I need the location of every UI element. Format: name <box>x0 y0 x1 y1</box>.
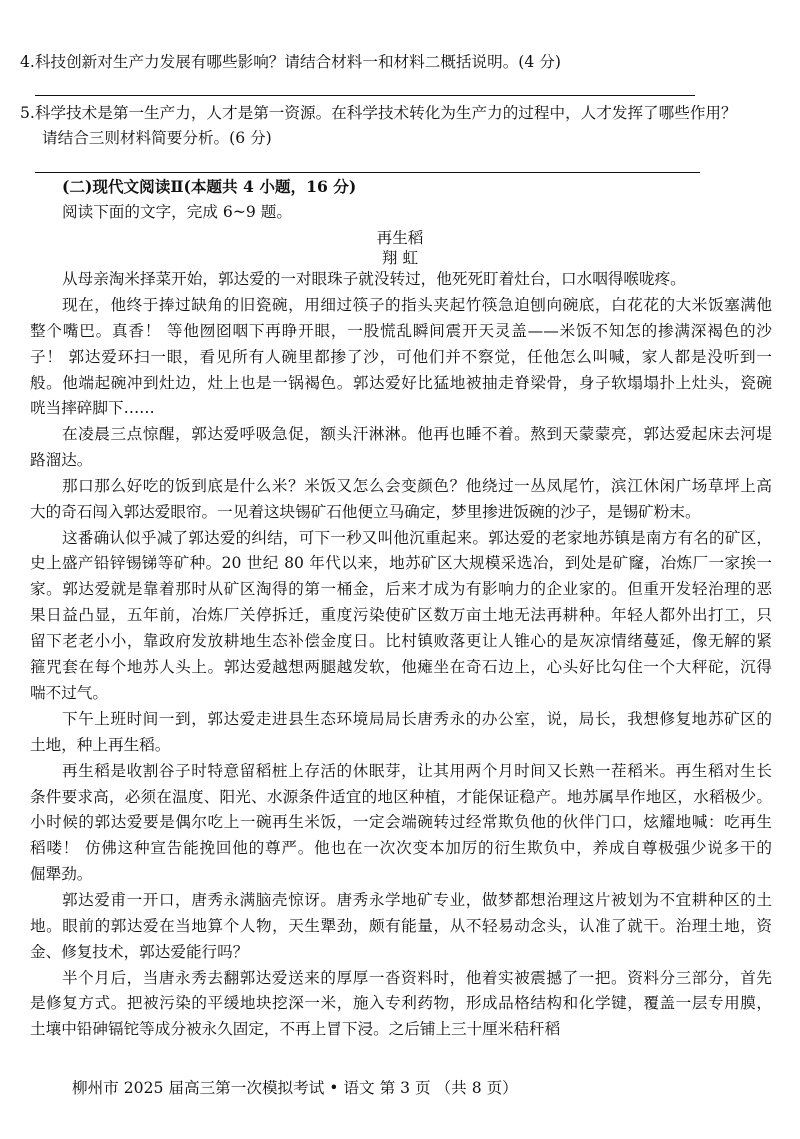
passage-line: 史上盛产铅锌锡锑等矿种。20 世纪 80 年代以来，地苏矿区大规模采选冶，到处是矿窿，冶炼厂一家挨一 <box>30 554 772 572</box>
passage-line: 这番确认似乎减了郭达爱的纠结，可下一秒又叫他沉重起来。郭达爱的老家地苏镇是南方有名的矿区， <box>62 529 772 547</box>
passage-line: 留下老老小小，靠政府发放耕地生态补偿金度日。比村镇败落更让人锥心的是灰凉情绪蔓延，像无解的紧 <box>30 632 772 650</box>
passage-line: 箍咒套在每个地苏人头上。郭达爱越想两腿越发软，他瘫坐在奇石边上，心头好比勾住一个大秤砣，沉得 <box>30 658 772 676</box>
passage-line: 子！ 郭达爱环扫一眼，看见所有人碗里都掺了沙，可他们并不察觉，任他怎么叫喊，家人都是没听到一 <box>30 348 772 366</box>
passage-line: 土壤中铅砷镉铊等成分被永久固定，不再上冒下浸。之后铺上三十厘米秸秆稻 <box>30 1020 561 1038</box>
passage-line: 条件要求高，必须在温度、阳光、水源条件适宜的地区种植，才能保证稳产。地苏属旱作地区，水稻极少。 <box>30 788 772 806</box>
passage-line: 喘不过气。 <box>30 684 108 702</box>
passage-line: 那口那么好吃的饭到底是什么米？米饭又怎么会变颜色？他绕过一丛凤尾竹，滨江休闲广场草坪上高 <box>62 477 772 495</box>
answer-line-4 <box>35 95 695 96</box>
passage-line: 从母亲淘米择菜开始，郭达爱的一对眼珠子就没转过，他死死盯着灶台，口水咽得喉咙疼。 <box>62 270 686 288</box>
passage-line: 地。眼前的郭达爱在当地算个人物，天生犟劲，颇有能量，从不轻易动念头，认准了就干。治理土地，资 <box>30 917 772 935</box>
passage-line: 整个嘴巴。真香！ 等他囫囵咽下再睁开眼，一股慌乱瞬间震开天灵盖——米饭不知怎的掺满深褐色的沙 <box>30 322 772 340</box>
passage-line: 般。他端起碗冲到灶边，灶上也是一锅褐色。郭达爱好比猛地被抽走脊梁骨，身子软塌塌扑上灶头，瓷碗 <box>30 374 772 392</box>
passage-line: 下午上班时间一到，郭达爱走进县生态环境局局长唐秀永的办公室，说，局长，我想修复地苏矿区的 <box>62 710 772 728</box>
passage-line: 在凌晨三点惊醒，郭达爱呼吸急促，额头汗淋淋。他再也睡不着。熬到天蒙蒙亮，郭达爱起床去河堤 <box>62 425 772 443</box>
passage-line: 再生稻是收割谷子时特意留稻桩上存活的休眠芽，让其用两个月时间又长熟一茬稻米。再生稻对生长 <box>62 762 772 780</box>
passage-line: 土地，种上再生稻。 <box>30 736 171 754</box>
passage-line: 金、修复技术，郭达爱能行吗？ <box>30 943 249 961</box>
passage-line: 是修复方式。把被污染的平缓地块挖深一米，施入专利药物，形成品格结构和化学键，覆盖一层专用膜， <box>30 994 772 1012</box>
question-5-line1: 5.科学技术是第一生产力，人才是第一资源。在科学技术转化为生产力的过程中，人才发挥了哪些作用？ <box>20 104 737 122</box>
question-4: 4.科技创新对生产力发展有哪些影响？请结合材料一和材料二概括说明。(4 分) <box>20 53 561 71</box>
passage-line: 家。郭达爱就是靠着那时从矿区淘得的第一桶金，后来才成为有影响力的企业家的。但重开发轻治理的恶 <box>30 580 772 598</box>
section-heading: (二)现代文阅读Ⅱ(本题共 4 小题，16 分) <box>62 177 357 196</box>
passage-line: 半个月后，当唐永秀去翻郭达爱送来的厚厚一沓资料时，他着实被震撼了一把。资料分三部分，首先 <box>62 969 772 987</box>
answer-line-5 <box>35 172 700 173</box>
passage-line: 稻喽！ 仿佛这种宣告能挽回他的尊严。他也在一次次变本加厉的衍生欺负中，养成自尊极强少说多干的 <box>30 839 772 857</box>
passage-line: 现在，他终于捧过缺角的旧瓷碗，用细过筷子的指头夹起竹筷急迫刨向碗底，白花花的大米饭塞满他 <box>62 296 772 314</box>
passage-line: 大的奇石闯入郭达爱眼帘。一见着这块锡矿石他便立马确定，梦里掺进饭碗的沙子，是锡矿粉末。 <box>30 503 701 521</box>
passage-line: 咣当摔碎脚下…… <box>30 399 155 417</box>
passage-line: 路溜达。 <box>30 451 93 469</box>
question-5-line2: 请结合三则材料简要分析。(6 分) <box>42 129 272 147</box>
passage-title: 再生稻 <box>376 229 424 247</box>
passage-line: 倔犟劲。 <box>30 865 93 883</box>
passage-line: 郭达爱甫一开口，唐秀永满脑壳惊讶。唐秀永学地矿专业，做梦都想治理这片被划为不宜耕种区的土 <box>62 891 772 909</box>
passage-line: 果日益凸显，五年前，冶炼厂关停拆迁，重度污染使矿区数万亩土地无法再耕种。年轻人都外出打工，只 <box>30 606 772 624</box>
page-footer: 柳州市 2025 届高三第一次模拟考试 • 语文 第 3 页 （共 8 页） <box>72 1079 518 1097</box>
passage-author: 翔 虹 <box>381 249 419 267</box>
section-instruction: 阅读下面的文字，完成 6~9 题。 <box>62 203 292 221</box>
passage-line: 小时候的郭达爱要是偶尔吃上一碗再生米饭，一定会端碗转过经常欺负他的伙伴门口，炫耀地喊：吃再生 <box>30 813 772 831</box>
